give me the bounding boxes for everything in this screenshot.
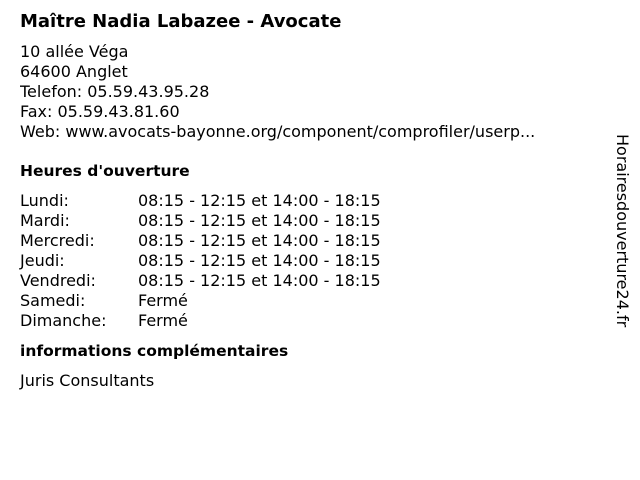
day-hours: 08:15 - 12:15 et 14:00 - 18:15 — [138, 271, 381, 290]
hours-table — [20, 191, 381, 331]
hours-row-monday — [20, 191, 381, 211]
hours-row-tuesday — [20, 211, 381, 231]
info-heading: informations complémentaires — [20, 342, 289, 360]
hours-row-thursday — [20, 251, 381, 271]
day-hours: 08:15 - 12:15 et 14:00 - 18:15 — [138, 231, 381, 250]
hours-row-wednesday — [20, 231, 381, 251]
website: Web: www.avocats-bayonne.org/component/comprofiler/userp... — [20, 122, 536, 141]
fax-number: Fax: 05.59.43.81.60 — [20, 102, 180, 121]
hours-row-friday — [20, 271, 381, 291]
city-postcode: 64600 Anglet — [20, 62, 128, 81]
site-watermark: Horairesdouverture24.fr — [613, 134, 632, 328]
day-hours: 08:15 - 12:15 et 14:00 - 18:15 — [138, 211, 381, 230]
day-hours: Fermé — [138, 291, 188, 310]
day-label: Mercredi: — [20, 231, 95, 250]
hours-row-sunday — [20, 311, 381, 331]
day-label: Vendredi: — [20, 271, 96, 290]
day-label: Jeudi: — [20, 251, 65, 270]
day-label: Samedi: — [20, 291, 86, 310]
hours-row-saturday — [20, 291, 381, 311]
hours-heading: Heures d'ouverture — [20, 162, 190, 180]
info-text: Juris Consultants — [20, 371, 155, 390]
day-hours: 08:15 - 12:15 et 14:00 - 18:15 — [138, 191, 381, 210]
business-card — [20, 10, 610, 391]
address-block — [20, 42, 610, 142]
day-label: Dimanche: — [20, 311, 107, 330]
page-title: Maître Nadia Labazee - Avocate — [20, 11, 342, 32]
street-address: 10 allée Véga — [20, 42, 129, 61]
day-label: Lundi: — [20, 191, 69, 210]
day-label: Mardi: — [20, 211, 70, 230]
day-hours: 08:15 - 12:15 et 14:00 - 18:15 — [138, 251, 381, 270]
phone-number: Telefon: 05.59.43.95.28 — [20, 82, 210, 101]
day-hours: Fermé — [138, 311, 188, 330]
